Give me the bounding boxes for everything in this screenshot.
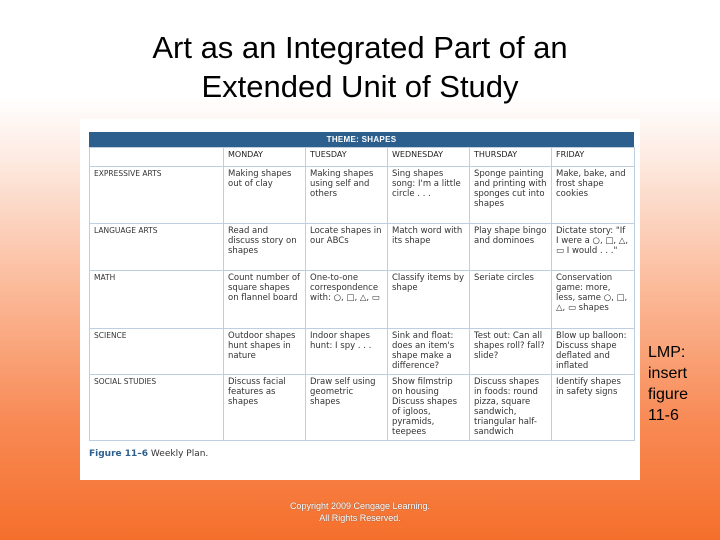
activity-cell: Identify shapes in safety signs [552,375,635,441]
weekly-plan-figure [80,119,640,480]
subject-cell: MATH [90,271,224,329]
table-row [90,224,635,271]
corner-cell [90,148,224,167]
activity-cell: Making shapes out of clay [224,167,306,224]
table-row [90,375,635,441]
activity-cell: Sponge painting and printing with sponges cut into shapes [470,167,552,224]
activity-cell: Blow up balloon: Discuss shape deflated and inflated [552,329,635,375]
lmp-note-line: 11-6 [648,407,679,424]
activity-cell: Making shapes using self and others [306,167,388,224]
activity-cell: Seriate circles [470,271,552,329]
activity-cell: Test out: Can all shapes roll? fall? slide? [470,329,552,375]
activity-cell: Draw self using geometric shapes [306,375,388,441]
activity-cell: Indoor shapes hunt: I spy . . . [306,329,388,375]
activity-cell: Discuss shapes in foods: round pizza, square sandwich, triangular half-sandwich [470,375,552,441]
slide-title [60,28,660,106]
slide-title-line-2: Extended Unit of Study [201,69,519,104]
activity-cell: Make, bake, and frost shape cookies [552,167,635,224]
table-row [90,271,635,329]
theme-header: THEME: SHAPES [89,132,634,147]
activity-cell: Locate shapes in our ABCs [306,224,388,271]
day-header: WEDNESDAY [388,148,470,167]
day-header: THURSDAY [470,148,552,167]
day-header: MONDAY [224,148,306,167]
copyright-line-2: All Rights Reserved. [319,513,401,523]
weekly-plan-table [89,147,635,441]
activity-cell: Count number of square shapes on flannel board [224,271,306,329]
activity-cell: Sink and float: does an item's shape make a difference? [388,329,470,375]
lmp-note-line: LMP: [648,344,686,361]
subject-cell: SCIENCE [90,329,224,375]
activity-cell: Show filmstrip on housing Discuss shapes of igloos, pyramids, teepees [388,375,470,441]
day-header: FRIDAY [552,148,635,167]
copyright-line-1: Copyright 2009 Cengage Learning. [289,501,431,511]
figure-caption-text: Weekly Plan. [150,449,209,459]
copyright-notice [270,500,450,524]
table-row [90,167,635,224]
activity-cell: Play shape bingo and dominoes [470,224,552,271]
activity-cell: Read and discuss story on shapes [224,224,306,271]
subject-cell: SOCIAL STUDIES [90,375,224,441]
figure-caption [89,449,208,459]
lmp-note-line: figure [648,386,689,403]
activity-cell: Conservation game: more, less, same ○, □, △, ▭ shapes [552,271,635,329]
activity-cell: Dictate story: "If I were a ○, □, △, ▭ I would . . ." [552,224,635,271]
lmp-note [648,342,708,426]
activity-cell: Discuss facial features as shapes [224,375,306,441]
slide-title-line-1: Art as an Integrated Part of an [152,30,568,65]
subject-cell: LANGUAGE ARTS [90,224,224,271]
activity-cell: Outdoor shapes hunt shapes in nature [224,329,306,375]
table-row [90,329,635,375]
activity-cell: Classify items by shape [388,271,470,329]
subject-cell: EXPRESSIVE ARTS [90,167,224,224]
activity-cell: One-to-one correspondence with: ○, □, △, ▭ [306,271,388,329]
figure-caption-label: Figure 11–6 [89,449,149,459]
day-header: TUESDAY [306,148,388,167]
lmp-note-line: insert [648,365,688,382]
activity-cell: Sing shapes song: I'm a little circle . . . [388,167,470,224]
table-header-row [90,148,635,167]
activity-cell: Match word with its shape [388,224,470,271]
